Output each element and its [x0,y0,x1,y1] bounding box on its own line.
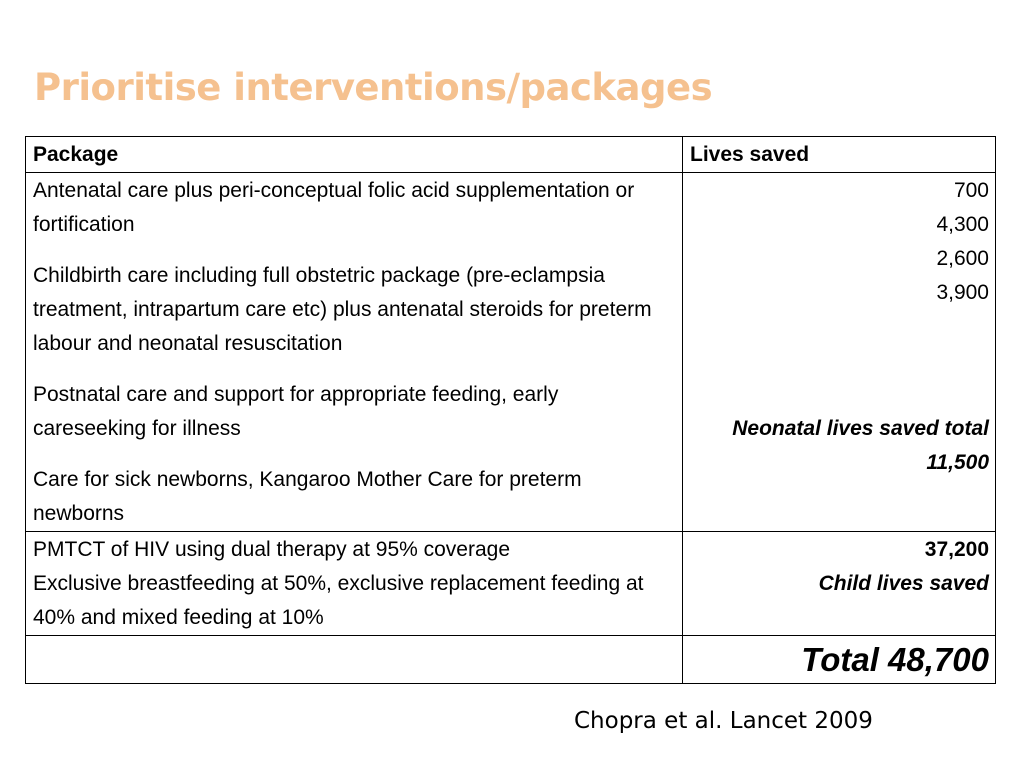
package-sick-newborns: Care for sick newborns, Kangaroo Mother Care for preterm newborns [33,468,582,525]
neonatal-values-cell [683,173,996,532]
package-postnatal: Postnatal care and support for appropriate feeding, early careseeking for illness [33,383,559,440]
child-values-cell [683,532,996,636]
header-lives-saved: Lives saved [683,137,996,173]
table-row [26,173,996,532]
total-empty-cell [26,636,683,684]
neonatal-total-label: Neonatal lives saved total [732,417,989,440]
package-breastfeeding: Exclusive breastfeeding at 50%, exclusive replacement feeding at 40% and mixed feeding at 10% [33,572,644,629]
neonatal-total-value: 11,500 [926,451,989,474]
value-sick-newborns: 3,900 [936,281,989,304]
slide-title: Prioritise interventions/packages [34,66,713,109]
neonatal-packages-cell [26,173,683,532]
child-lives-value: 37,200 [924,538,989,561]
value-antenatal: 700 [953,179,989,202]
header-package: Package [26,137,683,173]
value-postnatal: 2,600 [936,247,989,270]
value-childbirth: 4,300 [936,213,989,236]
child-lives-label: Child lives saved [818,572,989,595]
total-cell [683,636,996,684]
table-total-row [26,636,996,684]
table-row [26,532,996,636]
package-antenatal: Antenatal care plus peri-conceptual folic acid supplementation or fortification [33,179,635,236]
citation: Chopra et al. Lancet 2009 [574,708,873,734]
table-header-row [26,137,996,173]
grand-total: Total 48,700 [801,641,989,678]
package-childbirth: Childbirth care including full obstetric package (pre-eclampsia treatment, intrapartum care etc) plus antenatal steroids for preterm labour and neonatal resuscitation [33,264,652,355]
child-packages-cell [26,532,683,636]
packages-table [25,136,996,684]
package-pmtct: PMTCT of HIV using dual therapy at 95% coverage [33,538,511,561]
